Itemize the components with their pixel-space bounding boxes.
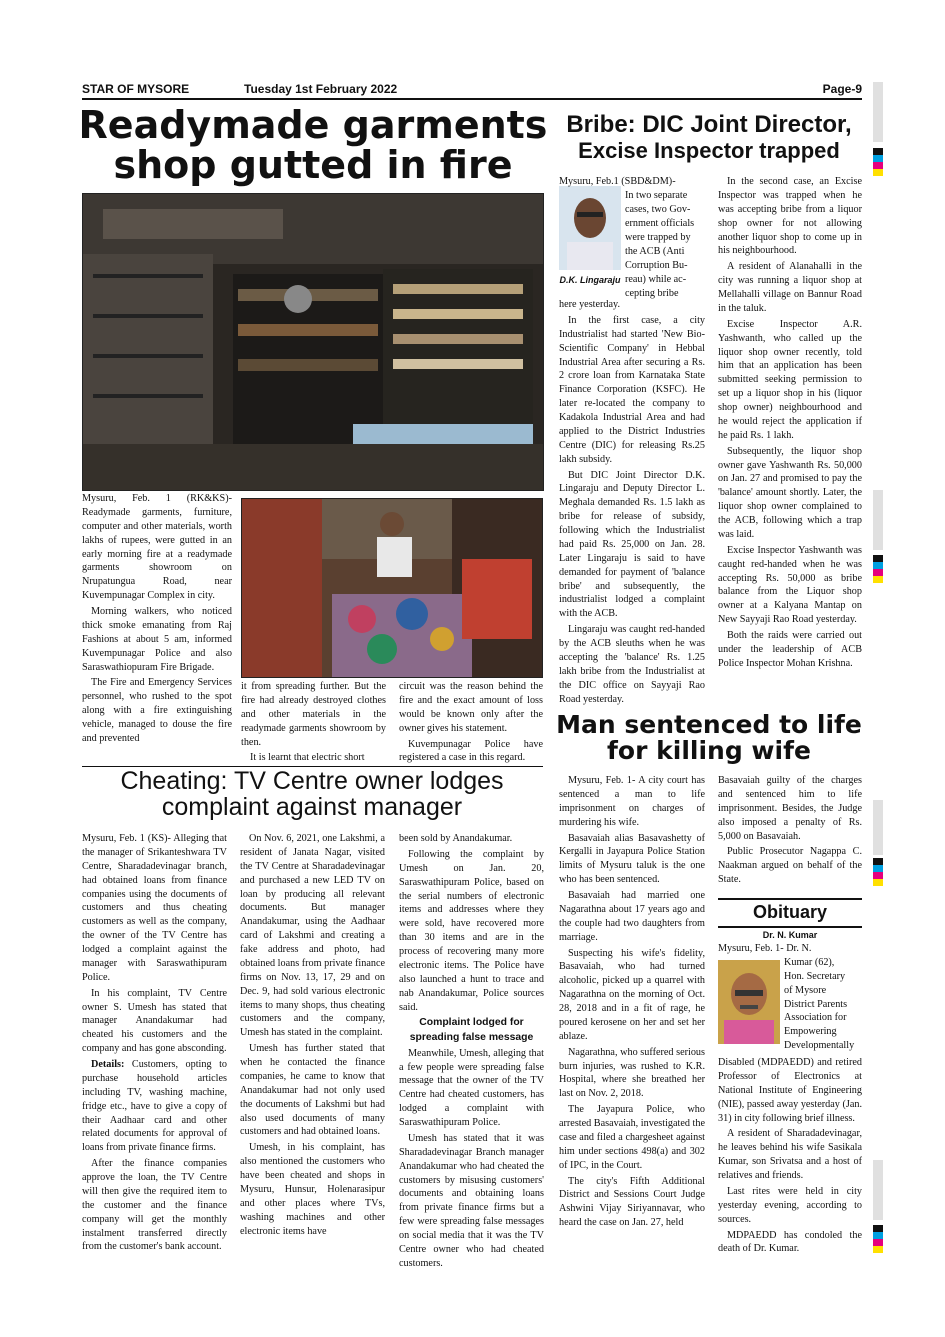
fire-photo-main: [82, 193, 544, 491]
life-col-2: Basavaiah guilty of the charges and sentenced him to life imprisonment. Besides, the Judge also imposed a penalty of Rs. 5,000 on Basavaiah. Public Prosecutor Nagappa C. Naakman argued on behalf of the State.: [718, 775, 862, 886]
magenta-swatch: [873, 162, 883, 169]
fire-col-3: circuit was the reason behind the fire and the exact amount of loss would be known only after the owner gives his statement. Kuvempunagar Police have registered a case in this regard.: [399, 681, 543, 764]
cleanup-image: [242, 499, 542, 677]
details-paragraph: Details: Customers, opting to purchase household articles including TV, washing machine, fridge etc., have to give a copy of their Aadhaar card and other related documents for approval of loans from private finance firms.: [82, 1059, 228, 1154]
lingaraju-photo: [559, 186, 621, 285]
paper-name: STAR OF MYSORE: [82, 82, 190, 96]
cheating-col-2: On Nov. 6, 2021, one Lakshmi, a resident of Janata Nagar, visited the TV Centre at Sharadadevinagar and purchased a new LED TV on loan by producing all relevant documents. But manager Anandakumar, using the Aadhaar card of Lakshmi and creating a fake address and photo, had obtained loans from private finance firms on Nov. 13, 17, 29 and on Dec. 9, had sold various electronic items to many shops, thus cheating customers and the company, Umesh has stated in the complaint. Umesh has further stated that when he contacted the finance companies, he came to know that Anandakumar had not only used the documents of Lakshmi but had also used documents of many customers and had obtained loans. Umesh, in his complaint, has also mentioned the customers who have been cheated and shops in Mysuru, Hunsur, Holenarasipur and other places where TVs, washing machines and other electronic items have: [240, 833, 385, 1237]
cheating-col-1: Mysuru, Feb. 1 (KS)- Alleging that the manager of Srikanteshwara TV Centre, Sharadadevinagar branch, had obtained loans from finance companies using the documents of customers and thus cheating customers as well as the company, the owner of the TV Centre has lodged a complaint against the manager with Saraswathipuram Police. In his complaint, TV Centre owner S. Umesh has stated that manager Anandakumar had cheated his customers and the company and has gone absconding. Details: Customers, opting to purchase household articles including TV, washing machine, fridge etc., have to give a copy of their Aadhaar card and other related documents for approval of loans from private finance firms. After the finance companies approve the loan, the TV Centre will then give the required item to the customer and the finance company will get the monthly instalment transferred directly from the customer's bank account.: [82, 833, 228, 1253]
cheating-subhead: Complaint lodged for spreading false message: [409, 1017, 534, 1043]
black-swatch: [873, 148, 883, 155]
fire-headline: Readymade garments shop gutted in fire: [78, 103, 548, 187]
cheating-col-3: been sold by Anandakumar. Following the complaint by Umesh on Jan. 20, Saraswathipuram Police, based on the serial numbers of electronic items and addresses where they were sold, have recovered more than 30 items and are in the process of recovering many more electronic items. The Police have also launched a hunt to trace and nab Anandakumar, Police sources said. Complaint lodged for spreading false message Meanwhile, Umesh, alleging that a few people were spreading false message that the owner of the TV Centre had cheated customers, has lodged a complaint with Saraswathipuram Police. Umesh has stated that it was Sharadadevinagar Branch manager Anandakumar who had cheated the customers by misusing customers' documents and obtaining loans from private finance firms but a few were spreading false messages on social media that it was the TV Centre owner who had cheated customers.: [399, 833, 544, 1269]
registration-grey-1: [873, 82, 883, 142]
burnt-shop-image: [83, 194, 543, 490]
life-col-1: Mysuru, Feb. 1- A city court has sentenced a man to life imprisonment on charges of murdering his wife. Basavaiah alias Basavashetty of Kergalli in Jayapura Police Station limits of Mysuru taluk is the one who has been sentenced. Basavaiah had married one Nagarathna about 17 years ago and the couple had two daughters from marriage. Suspecting his wife's fidelity, Basavaiah, who had turned alcoholic, picked up a quarrel with Nagarathna on the morning of Oct. 28, 2018 and in a fit of rage, he poured kerosene on her and set her ablaze. Nagarathna, who suffered serious burn injuries, was rushed to K.R. Hospital, where she breathed her last on Nov. 2, 2018. The Jayapura Police, who arrested Basavaiah, investigated the case and filed a chargesheet against him under sections 498(a) and 302 of IPC, in the Court. The city's Fifth Additional District and Sessions Court Judge Ashwini Vijay Siriyannavar, who heard the case on Jan. 27, held: [559, 775, 705, 1229]
obituary-intro: Mysuru, Feb. 1- Dr. N. Kumar (62), Hon. Secretary of Mysore District Parents Association for Empowering Developmentally: [718, 943, 855, 1052]
bribe-col-2: In the second case, an Excise Inspector was trapped when he was accepting bribe from a liquor shop owner for not allowing another liquor shop to come up in his neighbourhood. A resident of Alanahalli in the city was running a liquor shop at Mellahalli village on Bannur Road in the taluk. Excise Inspector A.R. Yashwanth, who called up the liquor shop owner recently, told him that an application has been submitted seeking permission to set up a liquor shop in his (liquor shop owner) neighbourhood and he would reject the application if he paid Rs. 1 lakh. Subsequently, the liquor shop owner gave Yashwanth Rs. 50,000 on Jan. 27 and promised to pay the 'balance' amount shortly. Later, the liquor shop owner complained to the ACB, following which a trap was laid. Excise Inspector Yashwanth was caught red-handed when he was accepting Rs. 50,000 as bribe balance from the Liquor shop owner at a Kalyana Mantap on New Sayyaji Rao Road yesterday. Both the raids were carried out under the leadership of ACB Police Inspector Mohan Krishna.: [718, 176, 862, 669]
yellow-swatch: [873, 169, 883, 176]
header-rule: [82, 98, 862, 100]
lingaraju-caption: D.K. Lingaraju: [559, 275, 621, 285]
obituary-body: Disabled (MDPAEDD) and retired Professor of Electronics at National Institute of Engineering (NIE), passed away yesterday (Jan. 31) in city following brief illness. A resident of Sharadadevinagar, he leaves behind his wife Sasikala Kumar, son Srivatsa and a host of relatives and friends. Last rites were held in city yesterday evening, according to sources. MDPAEDD has condoled the death of Dr. Kumar.: [718, 1057, 862, 1255]
obituary-top-rule: [718, 898, 862, 900]
cheating-headline: Cheating: TV Centre owner lodges complaint against manager: [120, 767, 504, 822]
fire-photo-second: [241, 498, 543, 678]
registration-marks-4: [873, 1225, 883, 1253]
obituary-name: Dr. N. Kumar: [762, 930, 818, 940]
fire-col-2: it from spreading further. But the fire had already destroyed clothes and other materials in the readymade garments showroom by then. It is learnt that electric short: [241, 681, 386, 764]
registration-marks-1: [873, 148, 883, 176]
page-number: Page-9: [822, 82, 862, 96]
registration-grey-3: [873, 800, 883, 855]
obituary-bottom-rule: [718, 926, 862, 928]
cyan-swatch: [873, 155, 883, 162]
issue-date: Tuesday 1st February 2022: [244, 82, 398, 96]
obituary-title: Obituary: [752, 902, 827, 922]
bribe-col-1: here yesterday. In the first case, a city Industrialist had started 'New Bio-Scientific Company' in Hebbal Industrial Area after securing a Rs. 2 crore loan from Karnataka State Finance Corporation (KSFC). He later re-located the company to Kadakola Industrial Area and had applied to the District Industries Centre (DIC) for releasing Rs.25 lakh subsidy. But DIC Joint Director D.K. Lingaraju and Deputy Director L. Meghala demanded Rs. 1.5 lakh as bribe for release of subsidy, following which the Industrialist had paid Rs. 25,000 on Jan. 28. Later Lingaraju is said to have demanded for payment of 'balance bribe' and subsequently, the industrialist lodged a complaint with the ACB. Lingaraju was caught red-handed by the ACB sleuths when he was accepting the 'balance' Rs. 1.25 lakh bribe from the Industrialist at the DIC office on Sayyaji Rao Road yesterday.: [559, 299, 705, 705]
registration-marks-3: [873, 858, 883, 886]
registration-marks-2: [873, 555, 883, 583]
registration-grey-2: [873, 490, 883, 550]
bribe-intro-narrow: Mysuru, Feb.1 (SBD&DM)- In two separate cases, two Gov- ernment officials were trapped by the ACB (Anti Corruption Bu- reau) while ac- cepting bribe: [559, 176, 695, 299]
fire-col-1: Mysuru, Feb. 1 (RK&KS)- Readymade garments, furniture, computer and other materials, worth lakhs of rupees, were gutted in an early morning fire at a readymade garments showroom on Nrupatungua Road, near Kuvempunagar Complex in city. Morning walkers, who noticed thick smoke emanating from Raj Fashions at about 5 am, informed Kuvempunagar Police and also Saraswathiopuram Fire Brigade. The Fire and Emergency Services personnel, who rushed to the spot along with a fire extinguishing vehicle, managed to douse the fire and prevented: [82, 493, 232, 744]
lingaraju-portrait: [559, 186, 621, 270]
registration-grey-4: [873, 1160, 883, 1220]
life-headline: Man sentenced to life for killing wife: [556, 710, 862, 766]
bribe-headline: Bribe: DIC Joint Director, Excise Inspector trapped: [566, 111, 852, 164]
